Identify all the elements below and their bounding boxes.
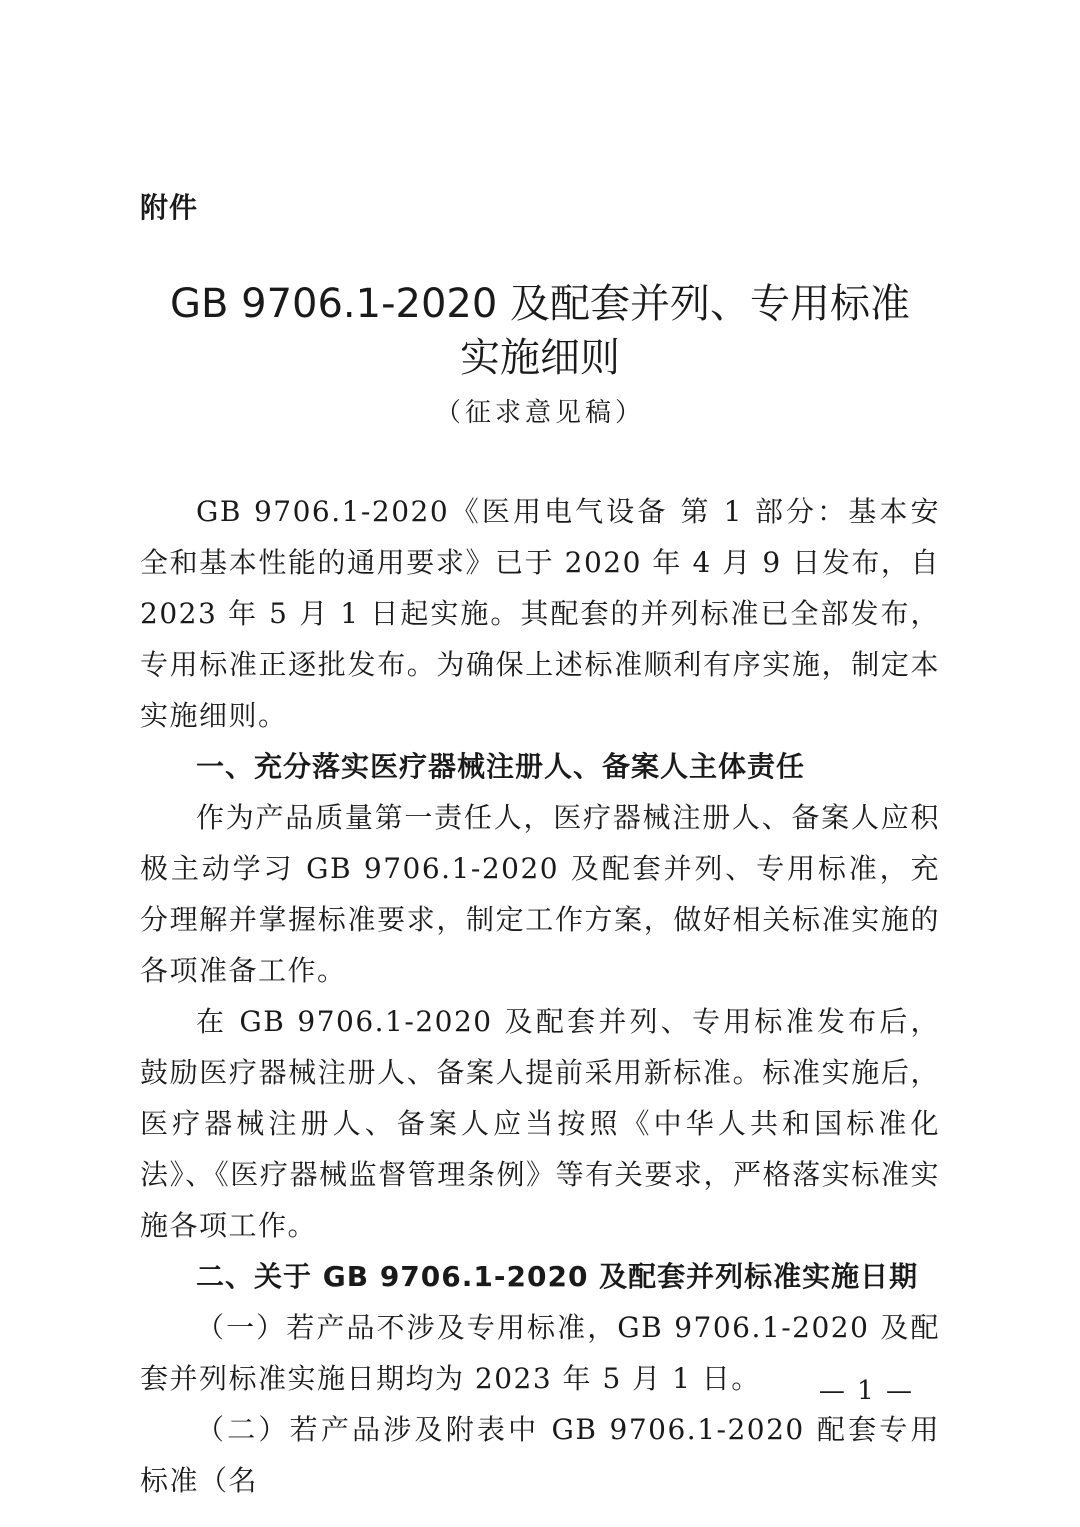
document-body — [140, 486, 940, 1506]
intro-paragraph: GB 9706.1-2020《医用电气设备 第 1 部分：基本安全和基本性能的通用要求》已于 2020 年 4 月 9 日发布，自 2023 年 5 月 1 日起实施。其配套的并列标准已全部发布，专用标准正逐批发布。为确保上述标准顺利有序实施，制定本实施细则。 — [140, 495, 940, 732]
section-heading-1: 一、充分落实医疗器械注册人、备案人主体责任 — [196, 750, 806, 783]
document-title-line-2: 实施细则 — [460, 335, 620, 381]
section-1-paragraph-1: 作为产品质量第一责任人，医疗器械注册人、备案人应积极主动学习 GB 9706.1-2020 及配套并列、专用标准，充分理解并掌握标准要求，制定工作方案，做好相关标准实施的各项准备工作。 — [140, 801, 940, 987]
section-2-item-2: （二）若产品涉及附表中 GB 9706.1-2020 配套专用标准（名 — [140, 1413, 940, 1497]
document-subtitle: （征求意见稿） — [434, 398, 645, 428]
section-1-paragraph-2: 在 GB 9706.1-2020 及配套并列、专用标准发布后，鼓励医疗器械注册人、备案人提前采用新标准。标准实施后，医疗器械注册人、备案人应当按照《中华人共和国标准化法》、《医疗器械监督管理条例》等有关要求，严格落实标准实施各项工作。 — [140, 1005, 940, 1242]
page-number: — 1 — — [818, 1376, 914, 1406]
attachment-label: 附件 — [140, 191, 199, 224]
document-title-line-1: GB 9706.1-2020 及配套并列、专用标准 — [169, 281, 911, 327]
section-2-item-1: （一）若产品不涉及专用标准，GB 9706.1-2020 及配套并列标准实施日期均为 2023 年 5 月 1 日。 — [140, 1311, 940, 1395]
section-heading-2: 二、关于 GB 9706.1-2020 及配套并列标准实施日期 — [196, 1260, 919, 1293]
